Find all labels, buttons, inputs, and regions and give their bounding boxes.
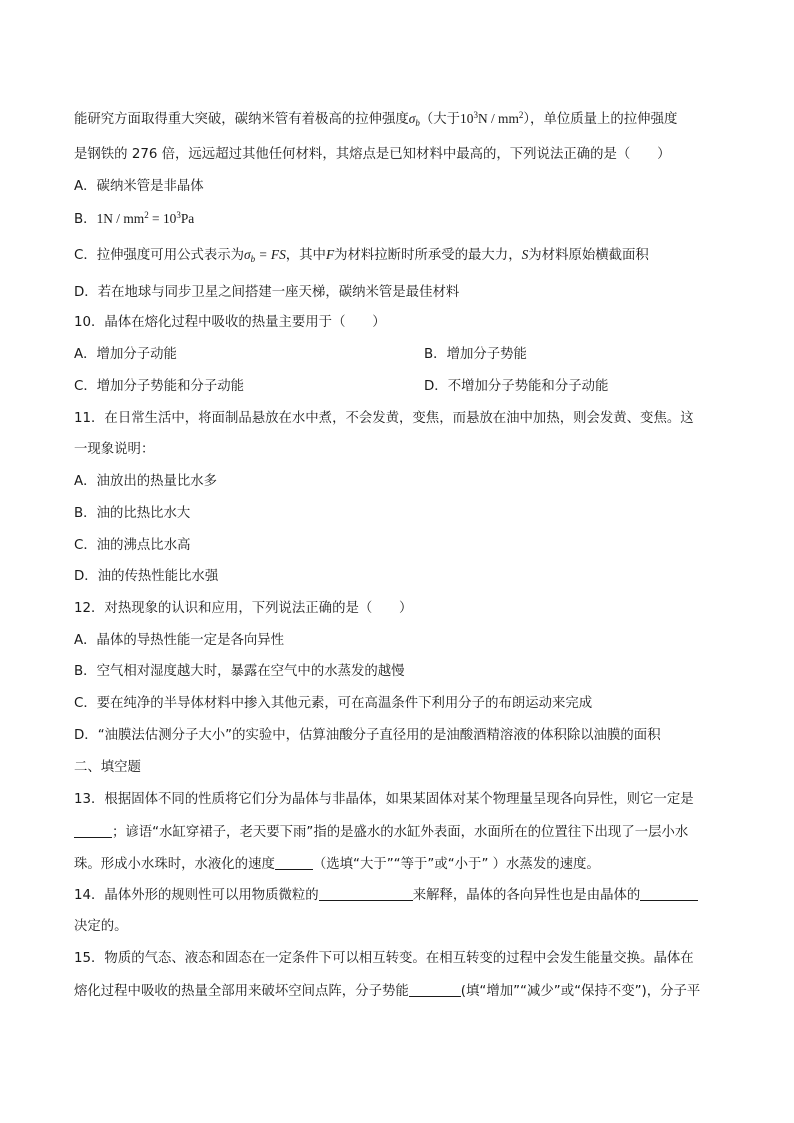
q9-option-a: A．碳纳米管是非晶体: [74, 179, 204, 194]
q10-options-row-1: [74, 346, 734, 364]
answer-blank[interactable]: [74, 823, 112, 838]
q10-option-a: A．增加分子动能: [74, 347, 177, 362]
q15-line-2: 熔化过程中吸收的热量全部用来破坏空间点阵，分子势能 (填“增加”“减少”或“保持不变”)，分子平: [74, 984, 701, 999]
q10-option-c: C．增加分子势能和分子动能: [74, 379, 245, 394]
strength-formula: $\sigma_b$ = FS: [244, 247, 286, 264]
q12-option-c: C．要在纯净的半导体材料中掺入其他元素，可在高温条件下利用分子的布朗运动来完成: [74, 696, 593, 711]
q11-option-c: C．油的沸点比水高: [74, 538, 191, 553]
unit-formula: $1N / mm^2 = 10^3Pa$: [96, 210, 195, 226]
section-heading: 二、填空题: [74, 760, 141, 775]
q14-line-2: 决定的。: [74, 919, 128, 934]
strength-value: $10^3N / mm^2$: [460, 110, 524, 126]
q11-option-b: B．油的比热比水大: [74, 506, 191, 521]
q11-option-a: A．油放出的热量比水多: [74, 474, 218, 489]
q9-option-b: B．$1N / mm^2 = 10^3Pa$: [74, 210, 195, 227]
q9-text: 能研究方面取得重大突破，碳纳米管有着极高的拉伸强度: [74, 112, 409, 127]
q9-option-c: C．拉伸强度可用公式表示为$\sigma_b$ = FS，其中F为材料拉断时所承受的最大力，S为材料原始横截面积: [74, 247, 649, 264]
q13-line-2: ；谚语“水缸穿裙子，老天要下雨”指的是盛水的水缸外表面，水面所在的位置往下出现了一层小水: [74, 823, 734, 842]
q12-option-a: A．晶体的导热性能一定是各向异性: [74, 633, 285, 648]
q10-option-d: D．不增加分子势能和分子动能: [424, 379, 609, 394]
q9-text: ），单位质量上的拉伸强度: [523, 112, 678, 127]
q10-options-row-2: [74, 378, 734, 396]
q15-line-1: 15．物质的气态、液态和固态在一定条件下可以相互转变。在相互转变的过程中会发生能量交换。晶体在: [74, 951, 694, 966]
sigma-symbol: $\sigma_b$: [408, 111, 420, 128]
answer-blank[interactable]: [275, 855, 313, 870]
q12-stem: 12．对热现象的认识和应用，下列说法正确的是（ ）: [74, 601, 413, 616]
answer-blank[interactable]: [640, 886, 698, 901]
q9-line-2: 是钢铁的 276 倍，远远超过其他任何材料，其熔点是已知材料中最高的，下列说法正确的是（ ）: [74, 147, 671, 162]
q12-option-d: D．“油膜法估测分子大小”的实验中，估算油酸分子直径用的是油酸酒精溶液的体积除以油膜的面积: [74, 728, 661, 743]
q11-stem-line-1: 11．在日常生活中，将面制品悬放在水中煮，不会发黄，变焦，而悬放在油中加热，则会发黄、变焦。这: [74, 411, 694, 426]
q9-line-1: [74, 110, 734, 129]
answer-blank[interactable]: [409, 982, 461, 997]
q10-option-b: B．增加分子势能: [424, 347, 527, 362]
answer-blank[interactable]: [319, 886, 413, 901]
q13-line-1: 13．根据固体不同的性质将它们分为晶体与非晶体，如果某固体对某个物理量呈现各向异性，则它一定是: [74, 792, 694, 807]
q12-option-b: B．空气相对湿度越大时，暴露在空气中的水蒸发的越慢: [74, 664, 405, 679]
q11-option-d: D．油的传热性能比水强: [74, 569, 219, 584]
q13-line-3: 珠。形成小水珠时，水液化的速度 （选填“大于”“等于”或“小于” ）水蒸发的速度。: [74, 857, 600, 872]
q9-text: （大于: [419, 112, 461, 127]
q14-line-1: 14．晶体外形的规则性可以用物质微粒的 来解释，晶体的各向异性也是由晶体的: [74, 886, 734, 905]
q9-option-d: D．若在地球与同步卫星之间搭建一座天梯，碳纳米管是最佳材料: [74, 285, 460, 300]
q11-stem-line-2: 一现象说明：: [74, 442, 155, 457]
q10-stem: 10．晶体在熔化过程中吸收的热量主要用于（ ）: [74, 315, 386, 330]
